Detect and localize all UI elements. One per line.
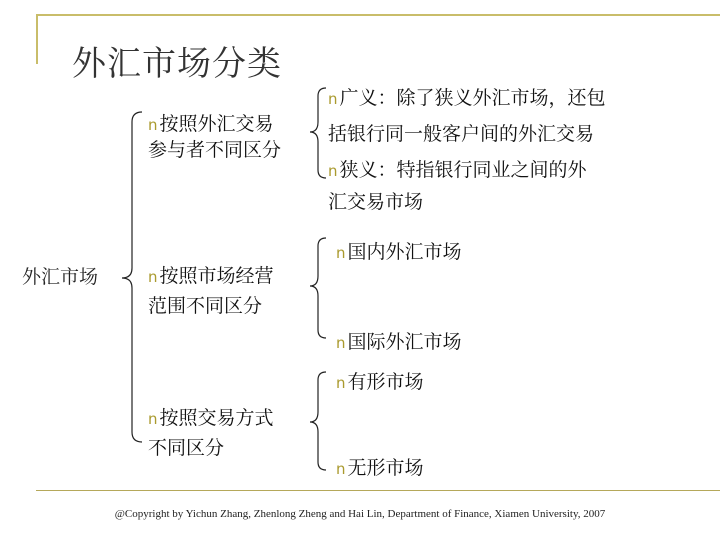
group1-criterion-line1 (148, 112, 274, 137)
bullet-icon: n (148, 268, 158, 286)
group2-criterion-line2: 范围不同区分 (148, 295, 263, 317)
group1-bracket (310, 88, 326, 178)
group1-item1-line2: 括银行同一般客户间的外汇交易 (328, 123, 595, 145)
group3-bracket (310, 372, 326, 470)
group2-bracket (310, 238, 326, 338)
group1-item2-line2: 汇交易市场 (328, 191, 424, 213)
group3-item2 (336, 456, 424, 481)
group2-item2 (336, 330, 462, 355)
group2-item1-text: 国内外汇市场 (347, 241, 462, 263)
bullet-icon: n (336, 244, 346, 262)
slide-title: 外汇市场分类 (72, 44, 282, 84)
group3-item1-text: 有形市场 (347, 371, 424, 393)
group2-item2-text: 国际外汇市场 (347, 331, 462, 353)
group2-item1 (336, 240, 462, 265)
group3-criterion-text: 按照交易方式 (159, 407, 274, 429)
bullet-icon: n (328, 162, 338, 180)
group3-criterion-line2: 不同区分 (148, 437, 225, 459)
bullet-icon: n (148, 410, 158, 428)
group3-item2-text: 无形市场 (347, 457, 424, 479)
bullet-icon: n (336, 374, 346, 392)
root-label: 外汇市场 (22, 266, 99, 288)
bullet-icon: n (328, 90, 338, 108)
group3-item1 (336, 370, 424, 395)
copyright-footer: @Copyright by Yichun Zhang, Zhenlong Zheng and Hai Lin, Department of Finance, Xiamen University, 2007 (114, 508, 606, 520)
group1-criterion-line2: 参与者不同区分 (148, 139, 282, 161)
bullet-icon: n (336, 460, 346, 478)
group1-item2-line1 (328, 158, 587, 183)
group1-item1-line1 (328, 86, 606, 111)
root-bracket (122, 112, 142, 442)
group1-item2-text: 狭义：特指银行同业之间的外 (339, 159, 587, 181)
group2-criterion-text: 按照市场经营 (159, 265, 274, 287)
group1-item1-text: 广义：除了狭义外汇市场，还包 (339, 87, 606, 109)
group1-criterion-text: 按照外汇交易 (159, 113, 274, 135)
bullet-icon: n (148, 116, 158, 134)
bullet-icon: n (336, 334, 346, 352)
group2-criterion-line1 (148, 264, 274, 289)
group3-criterion-line1 (148, 406, 274, 431)
